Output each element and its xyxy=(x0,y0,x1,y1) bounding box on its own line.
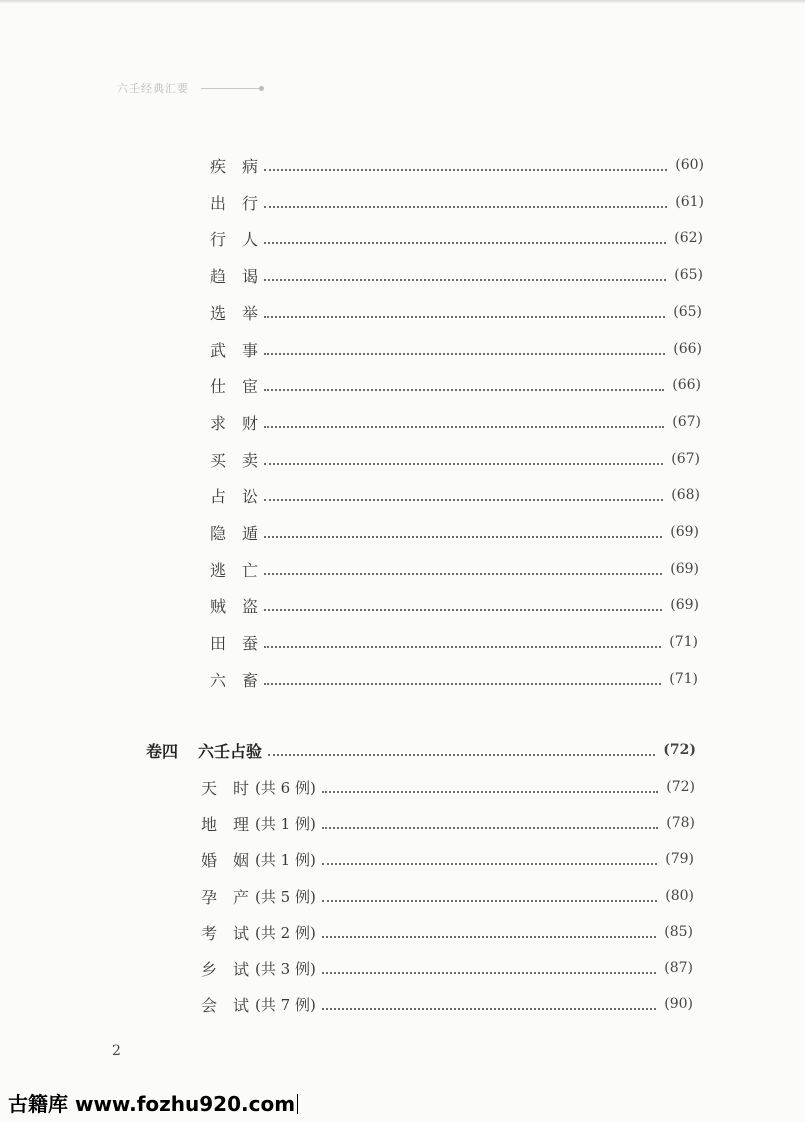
toc-subentry[interactable] xyxy=(201,774,695,800)
toc-subentry[interactable] xyxy=(201,810,695,836)
entry-title-char-2: 行 xyxy=(242,193,259,213)
entry-title-char-2: 试 xyxy=(233,995,250,1015)
toc-entry[interactable] xyxy=(210,189,704,215)
toc-entry[interactable] xyxy=(210,225,703,251)
entry-page-ref: (68) xyxy=(671,487,700,503)
entry-page-ref: (71) xyxy=(669,634,698,650)
text-cursor xyxy=(297,1094,298,1114)
dot-leader xyxy=(264,278,666,281)
entry-title xyxy=(210,411,258,434)
entry-page-ref: (67) xyxy=(671,451,700,467)
chapter-volume: 卷四 xyxy=(146,741,179,761)
dot-leader xyxy=(322,1007,656,1010)
dot-leader xyxy=(322,826,658,829)
entry-page-ref: (85) xyxy=(664,924,693,940)
toc-entry[interactable] xyxy=(210,372,701,398)
dot-leader xyxy=(264,608,662,611)
entry-title-char-2: 宦 xyxy=(242,376,259,396)
entry-page-ref: (87) xyxy=(664,960,693,976)
entry-title xyxy=(210,558,258,581)
toc-entry[interactable] xyxy=(210,556,699,582)
entry-title-char-2: 试 xyxy=(233,923,250,943)
entry-title-char-2: 事 xyxy=(242,340,259,360)
entry-title-char-1: 隐 xyxy=(210,523,227,543)
dot-leader xyxy=(264,205,667,208)
dot-leader xyxy=(264,388,664,391)
entry-title-char-1: 疾 xyxy=(210,156,227,176)
entry-title xyxy=(210,448,258,471)
entry-title-char-2: 人 xyxy=(242,229,259,249)
toc-subentry[interactable] xyxy=(201,846,694,872)
entry-page-ref: (66) xyxy=(672,377,701,393)
entry-title-char-2: 畜 xyxy=(242,670,259,690)
entry-page-ref: (80) xyxy=(665,888,694,904)
dot-leader xyxy=(322,971,656,974)
dot-leader xyxy=(264,498,663,501)
entry-title xyxy=(210,338,258,361)
entry-title-char-1: 武 xyxy=(210,340,227,360)
entry-title xyxy=(210,484,258,507)
toc-entry[interactable] xyxy=(210,336,702,362)
entry-title xyxy=(201,993,249,1016)
dot-leader xyxy=(264,352,665,355)
entry-title-char-1: 选 xyxy=(210,303,227,323)
entry-title-char-1: 地 xyxy=(201,814,218,834)
entry-title-char-1: 乡 xyxy=(201,959,218,979)
dot-leader xyxy=(322,790,658,793)
entry-page-ref: (61) xyxy=(675,194,704,210)
entry-title xyxy=(210,264,258,287)
dot-leader xyxy=(322,935,656,938)
toc-subentry[interactable] xyxy=(201,991,693,1017)
dot-leader xyxy=(264,315,665,318)
entry-page-ref: (62) xyxy=(674,230,703,246)
entry-page-ref: (72) xyxy=(663,742,696,758)
entry-case-count: (共 1 例) xyxy=(255,814,316,833)
entry-title xyxy=(201,776,249,799)
entry-title-char-2: 卖 xyxy=(242,450,259,470)
entry-title-char-2: 讼 xyxy=(242,486,259,506)
entry-page-ref: (79) xyxy=(665,851,694,867)
watermark-text: 古籍库 www.fozhu920.com xyxy=(8,1092,296,1116)
dot-leader xyxy=(268,753,655,756)
entry-title xyxy=(201,812,249,835)
dot-leader xyxy=(322,862,657,865)
dot-leader xyxy=(264,425,664,428)
entry-title xyxy=(210,594,258,617)
entry-title-char-1: 买 xyxy=(210,450,227,470)
entry-title-char-2: 姻 xyxy=(233,850,250,870)
entry-case-count: (共 3 例) xyxy=(255,959,316,978)
toc-entry[interactable] xyxy=(210,152,704,178)
entry-page-ref: (69) xyxy=(670,597,699,613)
entry-title-char-1: 出 xyxy=(210,193,227,213)
toc-subentry[interactable] xyxy=(201,883,694,909)
entry-case-count: (共 6 例) xyxy=(255,778,316,797)
entry-title-char-1: 田 xyxy=(210,633,227,653)
entry-title xyxy=(201,885,249,908)
entry-page-ref: (69) xyxy=(670,524,699,540)
entry-title xyxy=(201,957,249,980)
entry-title xyxy=(210,374,258,397)
page-number: 2 xyxy=(112,1043,121,1059)
entry-title-char-2: 时 xyxy=(233,778,250,798)
entry-page-ref: (60) xyxy=(675,157,704,173)
dot-leader xyxy=(264,682,661,685)
toc-entry[interactable] xyxy=(210,629,698,655)
running-title: 六壬经典汇要 xyxy=(117,82,189,95)
entry-case-count: (共 2 例) xyxy=(255,923,316,942)
entry-title-char-1: 六 xyxy=(210,670,227,690)
entry-title-char-1: 天 xyxy=(201,778,218,798)
entry-case-count: (共 5 例) xyxy=(255,887,316,906)
entry-title xyxy=(210,301,258,324)
entry-title xyxy=(201,921,249,944)
entry-title-char-2: 盗 xyxy=(242,596,259,616)
entry-page-ref: (69) xyxy=(670,561,699,577)
toc-subentry[interactable] xyxy=(201,919,693,945)
entry-title-char-1: 婚 xyxy=(201,850,218,870)
entry-title-char-2: 谒 xyxy=(242,266,259,286)
entry-title xyxy=(210,631,258,654)
dot-leader xyxy=(322,899,657,902)
toc-entry[interactable] xyxy=(210,299,702,325)
entry-title-char-1: 逃 xyxy=(210,560,227,580)
entry-page-ref: (71) xyxy=(669,671,698,687)
toc-entry[interactable] xyxy=(210,592,699,618)
entry-title-char-2: 遁 xyxy=(242,523,259,543)
entry-title-char-1: 会 xyxy=(201,995,218,1015)
entry-title xyxy=(210,191,258,214)
entry-title-char-2: 财 xyxy=(242,413,259,433)
toc-entry[interactable] xyxy=(210,409,701,435)
toc-entry[interactable] xyxy=(210,482,700,508)
entry-title-char-1: 仕 xyxy=(210,376,227,396)
dot-leader xyxy=(264,645,661,648)
toc-entry[interactable] xyxy=(210,446,700,472)
dot-leader xyxy=(264,572,662,575)
entry-title-char-1: 行 xyxy=(210,229,227,249)
entry-case-count: (共 1 例) xyxy=(255,850,316,869)
entry-title xyxy=(201,848,249,871)
entry-title xyxy=(210,521,258,544)
entry-page-ref: (66) xyxy=(673,341,702,357)
entry-title-char-1: 趋 xyxy=(210,266,227,286)
dot-leader xyxy=(264,241,666,244)
entry-page-ref: (90) xyxy=(664,996,693,1012)
chapter-title: 六壬占验 xyxy=(198,741,263,761)
dot-leader xyxy=(264,535,662,538)
toc-chapter-heading[interactable] xyxy=(146,737,696,763)
entry-title-char-1: 孕 xyxy=(201,887,218,907)
entry-title-char-1: 贼 xyxy=(210,596,227,616)
entry-title-char-2: 举 xyxy=(242,303,259,323)
entry-title-char-2: 产 xyxy=(233,887,250,907)
toc-entry[interactable] xyxy=(210,519,699,545)
entry-title-char-1: 占 xyxy=(210,486,227,506)
entry-page-ref: (67) xyxy=(672,414,701,430)
entry-page-ref: (65) xyxy=(673,304,702,320)
entry-page-ref: (72) xyxy=(666,779,695,795)
toc-subentry[interactable] xyxy=(201,955,693,981)
entry-title xyxy=(210,154,258,177)
entry-page-ref: (65) xyxy=(674,267,703,283)
dot-leader xyxy=(264,168,667,171)
entry-page-ref: (78) xyxy=(666,815,695,831)
entry-title-char-1: 求 xyxy=(210,413,227,433)
toc-entry[interactable] xyxy=(210,666,698,692)
entry-title-char-2: 病 xyxy=(242,156,259,176)
entry-case-count: (共 7 例) xyxy=(255,995,316,1014)
entry-title-char-2: 蚕 xyxy=(242,633,259,653)
entry-title-char-2: 理 xyxy=(233,814,250,834)
entry-title xyxy=(210,227,258,250)
watermark xyxy=(8,1088,298,1117)
entry-title-char-1: 考 xyxy=(201,923,218,943)
entry-title-char-2: 亡 xyxy=(242,560,259,580)
toc-entry[interactable] xyxy=(210,262,703,288)
entry-title xyxy=(210,668,258,691)
entry-title-char-2: 试 xyxy=(233,959,250,979)
dot-leader xyxy=(264,462,663,465)
